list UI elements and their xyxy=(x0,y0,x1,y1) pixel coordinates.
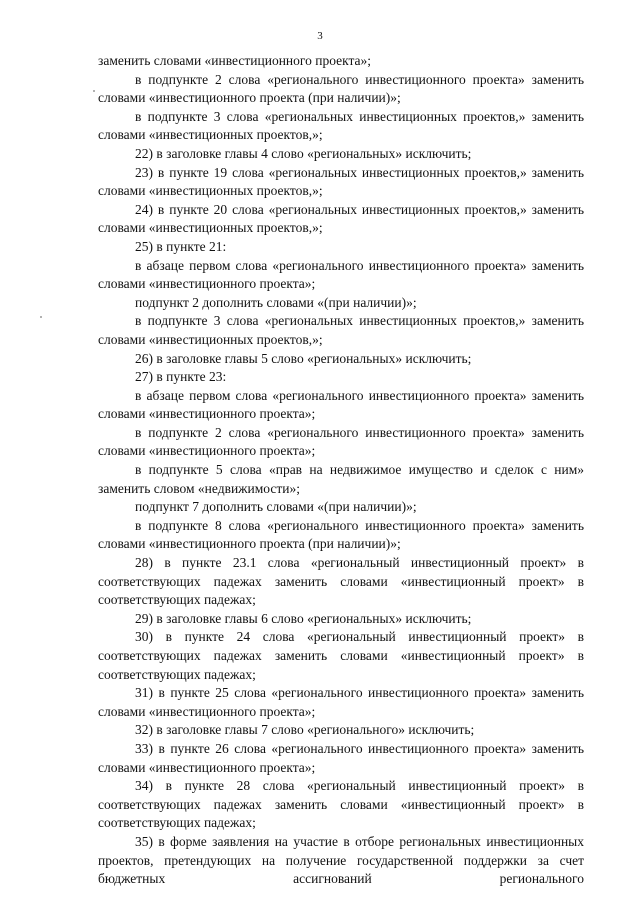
paragraph: в подпункте 2 слова «регионального инвестиционного проекта» заменить словами «инвестиционного проекта (при наличии)»; xyxy=(98,71,584,106)
paragraph: 27) в пункте 23: xyxy=(135,369,227,385)
paragraph: 22) в заголовке главы 4 слово «региональных» исключить; xyxy=(135,145,472,161)
paragraph: в подпункте 5 слова «прав на недвижимое имущество и сделок с ним» заменить словом «недвижимости»; xyxy=(98,462,584,496)
paragraph: 24) в пункте 20 слова «региональных инвестиционных проектов,» заменить словами «инвестиционных проектов,»; xyxy=(98,201,584,236)
paragraph: 23) в пункте 19 слова «региональных инвестиционных проектов,» заменить словами «инвестиционных проектов,»; xyxy=(98,164,584,199)
paragraph: в подпункте 2 слова «регионального инвестиционного проекта» заменить словами «инвестиционного проекта»; xyxy=(98,424,584,459)
paragraph: заменить словами «инвестиционного проекта»; xyxy=(98,53,372,68)
paragraph: 34) в пункте 28 слова «региональный инвестиционный проект» в соответствующих падежах заменить словами «инвестиционный проект» в соответствующих падежах; xyxy=(98,778,584,831)
paragraph: подпункт 7 дополнить словами «(при наличии)»; xyxy=(135,499,417,515)
paragraph: 25) в пункте 21: xyxy=(135,238,227,254)
paragraph: 33) в пункте 26 слова «регионального инвестиционного проекта» заменить словами «инвестиционного проекта»; xyxy=(98,740,584,775)
paragraph: в абзаце первом слова «регионального инвестиционного проекта» заменить словами «инвестиционного проекта»; xyxy=(98,257,584,292)
paragraph: подпункт 2 дополнить словами «(при наличии)»; xyxy=(135,294,417,310)
paragraph: 32) в заголовке главы 7 слово «регионального» исключить; xyxy=(135,722,475,738)
scan-speck xyxy=(93,90,95,92)
paragraph: в абзаце первом слова «регионального инвестиционного проекта» заменить словами «инвестиционного проекта»; xyxy=(98,387,584,422)
paragraph: 31) в пункте 25 слова «регионального инвестиционного проекта» заменить словами «инвестиционного проекта»; xyxy=(98,685,584,719)
paragraph: в подпункте 3 слова «региональных инвестиционных проектов,» заменить словами «инвестиционных проектов,»; xyxy=(98,108,584,143)
paragraph: в подпункте 8 слова «регионального инвестиционного проекта» заменить словами «инвестиционного проекта (при наличии)»; xyxy=(98,517,584,552)
scan-speck xyxy=(40,316,42,318)
paragraph: 30) в пункте 24 слова «региональный инвестиционный проект» в соответствующих падежах заменить словами «инвестиционный проект» в соответствующих падежах; xyxy=(98,629,584,682)
paragraph: 29) в заголовке главы 6 слово «региональных» исключить; xyxy=(135,610,472,626)
paragraph: 28) в пункте 23.1 слова «региональный инвестиционный проект» в соответствующих падежах заменить словами «инвестиционный проект» в соответствующих падежах; xyxy=(98,555,584,608)
paragraph: 35) в форме заявления на участие в отборе региональных инвестиционных проектов, претендующих на получение государственной поддержки за счет бюджетных ассигнований регионального xyxy=(98,833,584,887)
paragraph: в подпункте 3 слова «региональных инвестиционных проектов,» заменить словами «инвестиционных проектов,»; xyxy=(98,313,584,347)
page-number: 3 xyxy=(317,30,323,42)
document-body xyxy=(98,52,584,889)
paragraph: 26) в заголовке главы 5 слово «региональных» исключить; xyxy=(135,350,472,366)
